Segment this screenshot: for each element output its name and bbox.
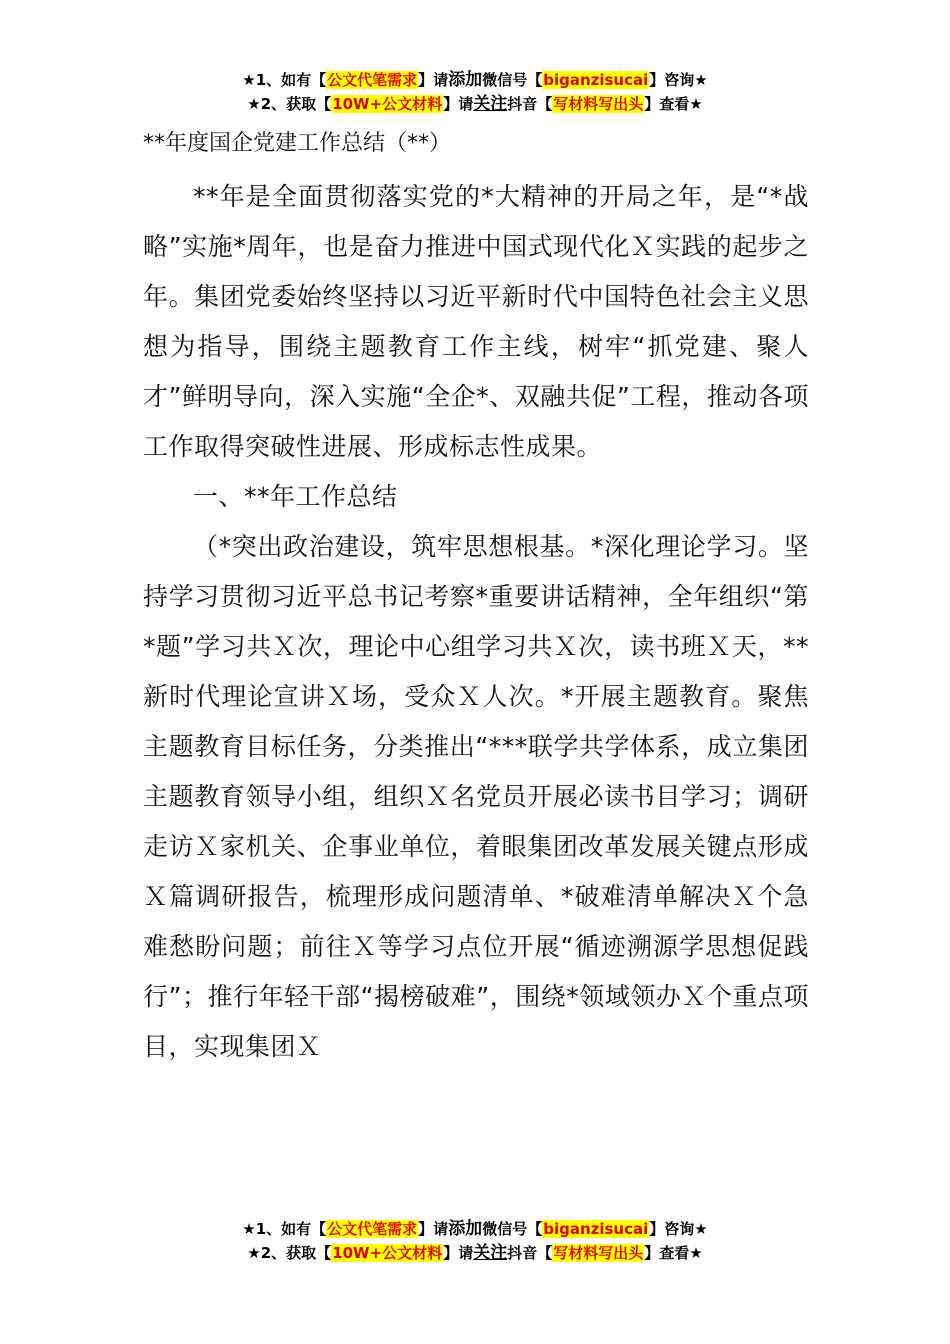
banner-text: 】查看★ [644, 95, 703, 113]
document-title: **年度国企党建工作总结（**） [143, 131, 452, 156]
header-banner-line-1 [0, 68, 950, 92]
highlight-douyin-account: 写材料写出头 [553, 95, 644, 113]
banner-text: ★1、如有【 [242, 1220, 327, 1238]
banner-text: ★2、获取【 [247, 1244, 332, 1262]
document-body [143, 124, 809, 1072]
banner-text: 】查看★ [644, 1244, 703, 1262]
banner-text: ★1、如有【 [242, 71, 327, 89]
highlight-materials: 10W+公文材料 [332, 95, 443, 113]
section-1-paragraph: （*突出政治建设，筑牢思想根基。*深化理论学习。坚持学习贯彻习近平总书记考察*重要讲话精神，全年组织“第*题”学习共Ｘ次，理论中心组学习共Ｘ次，读书班Ｘ天，**新时代理论宣讲Ｘ场，受众Ｘ人次。*开展主题教育。聚焦主题教育目标任务，分类推出“***联学共学体系，成立集团主题教育领导小组，组织Ｘ名党员开展必读书目学习；调研走访Ｘ家机关、企事业单位，着眼集团改革发展关键点形成Ｘ篇调研报告，梳理形成问题清单、*破难清单解决Ｘ个急难愁盼问题；前往Ｘ等学习点位开展“循迹溯源学思想促践行”；推行年轻干部“揭榜破难”，围绕*领域领办Ｘ个重点项目，实现集团Ｘ [143, 532, 809, 1061]
banner-emphasis: 添加 [448, 70, 483, 90]
highlight-materials: 10W+公文材料 [332, 1244, 443, 1262]
banner-text: 微信号【 [482, 1220, 543, 1238]
banner-emphasis: 关注 [473, 94, 508, 114]
footer-banner [0, 1217, 950, 1265]
banner-text: 微信号【 [482, 71, 543, 89]
highlight-service: 公文代笔需求 [327, 71, 418, 89]
banner-emphasis: 关注 [473, 1243, 508, 1263]
banner-text: 】请 [443, 1244, 474, 1262]
intro-paragraph: **年是全面贯彻落实党的*大精神的开局之年，是“*战略”实施*周年，也是奋力推进中国式现代化Ｘ实践的起步之年。集团党委始终坚持以习近平新时代中国特色社会主义思想为指导，围绕主题教育工作主线，树牢“抓党建、聚人才”鲜明导向，深入实施“全企*、双融共促”工程，推动各项工作取得突破性进展、形成标志性成果。 [143, 182, 809, 461]
banner-text: 】请 [418, 1220, 449, 1238]
highlight-douyin-account: 写材料写出头 [553, 1244, 644, 1262]
highlight-wechat-id: biganzisucai [543, 1220, 649, 1238]
banner-text: 】请 [443, 95, 474, 113]
banner-text: 抖音【 [507, 1244, 553, 1262]
footer-banner-line-1 [0, 1217, 950, 1241]
banner-text: 】请 [418, 71, 449, 89]
highlight-wechat-id: biganzisucai [543, 71, 649, 89]
header-banner [0, 68, 950, 116]
banner-text: 】咨询★ [649, 71, 708, 89]
highlight-service: 公文代笔需求 [327, 1220, 418, 1238]
section-heading-1: 一、**年工作总结 [193, 482, 398, 511]
footer-banner-line-2 [0, 1241, 950, 1265]
banner-text: ★2、获取【 [247, 95, 332, 113]
banner-text: 】咨询★ [649, 1220, 708, 1238]
header-banner-line-2 [0, 92, 950, 116]
banner-text: 抖音【 [507, 95, 553, 113]
banner-emphasis: 添加 [448, 1219, 483, 1239]
